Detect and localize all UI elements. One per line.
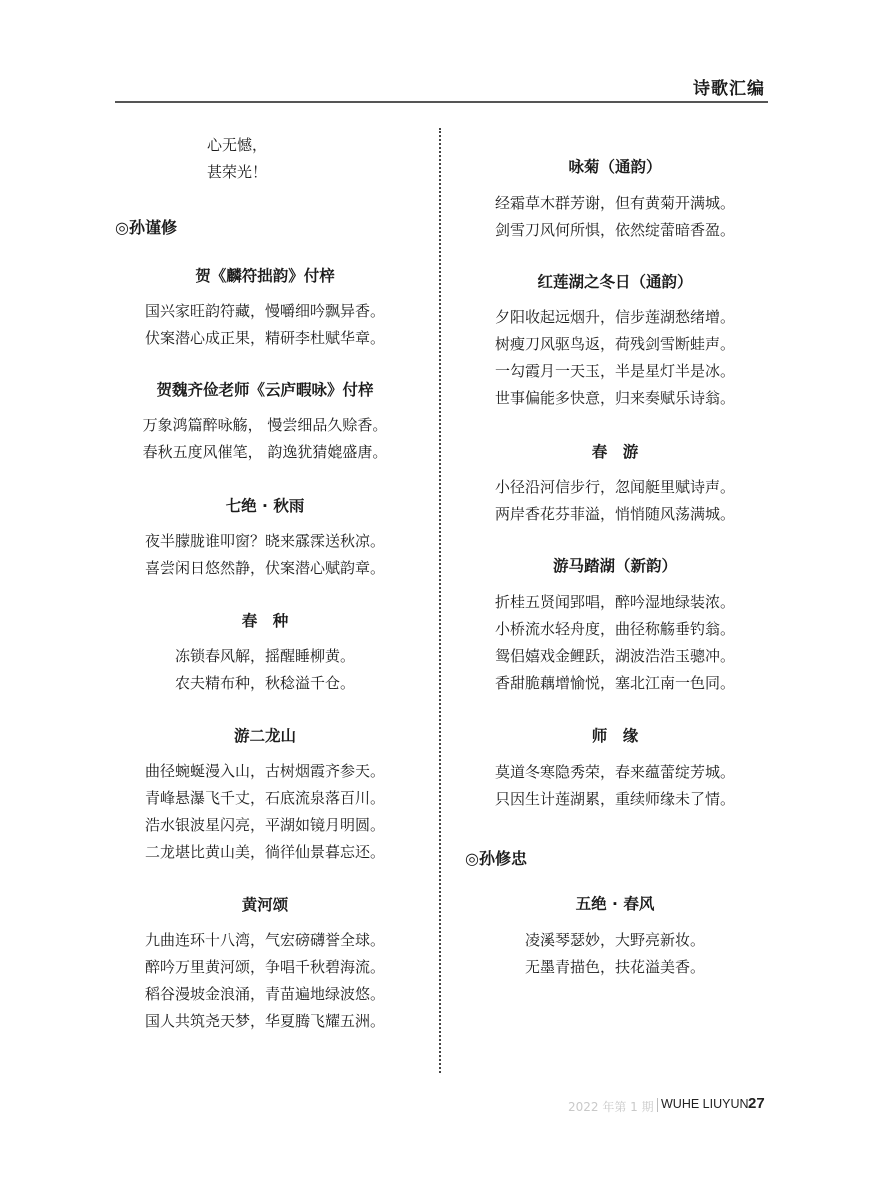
poem-line: 春秋五度风催笔， 韵逸犹猜媲盛唐。 bbox=[142, 443, 388, 461]
page-number: 27 bbox=[748, 1095, 765, 1112]
poem-body bbox=[115, 528, 415, 582]
poem-line: 剑雪刀风何所惧，依然绽蕾暗香盈。 bbox=[494, 221, 735, 239]
poem-body bbox=[465, 589, 765, 697]
poem-line: 夜半朦胧谁叩窗？晓来霡霂送秋凉。 bbox=[144, 532, 385, 550]
poem-title: 七绝 · 秋雨 bbox=[225, 497, 305, 515]
poem-line: 曲径蜿蜒漫入山，古树烟霞齐参天。 bbox=[144, 762, 385, 780]
poem-title: 黄河颂 bbox=[241, 896, 289, 914]
poem-line: 小桥流水轻舟度，曲径称觞垂钓翁。 bbox=[494, 620, 735, 638]
poem-title: 五绝 · 春风 bbox=[575, 895, 655, 913]
poem-line: 无墨青描色，扶花溢美香。 bbox=[524, 958, 705, 976]
poem-title: 贺魏齐俭老师《云庐暇咏》付梓 bbox=[156, 381, 374, 399]
poem-line: 冻锁春风解，摇醒睡柳黄。 bbox=[174, 647, 355, 665]
poem-body bbox=[115, 643, 415, 697]
continued-line: 甚荣光！ bbox=[207, 163, 268, 181]
poem-body bbox=[115, 412, 415, 466]
poem-line: 世事偏能多快意，归来奏赋乐诗翁。 bbox=[494, 389, 735, 407]
footer-separator bbox=[657, 1098, 658, 1112]
poem-line: 浩水银波星闪亮，平湖如镜月明圆。 bbox=[144, 816, 385, 834]
poem-line: 一勾霞月一天玉，半是星灯半是冰。 bbox=[494, 362, 735, 380]
poem-body bbox=[115, 927, 415, 1035]
poem-title: 贺《麟符拙韵》付梓 bbox=[195, 267, 335, 285]
poem-body bbox=[465, 927, 765, 981]
poem-title: 游二龙山 bbox=[233, 727, 296, 745]
poem-line: 醉吟万里黄河颂，争唱千秋碧海流。 bbox=[144, 958, 385, 976]
poem-line: 凌溪琴瑟妙，大野亮新妆。 bbox=[524, 931, 705, 949]
poem-line: 小径沿河信步行，忽闻艇里赋诗声。 bbox=[494, 478, 735, 496]
poem-line: 只因生计莲湖累，重续师缘未了情。 bbox=[494, 790, 735, 808]
issue-label: 2022 年第 1 期 bbox=[568, 1100, 654, 1114]
continued-line: 心无憾， bbox=[207, 136, 268, 154]
poem-body bbox=[115, 758, 415, 866]
poem-line: 九曲连环十八湾，气宏磅礴誉全球。 bbox=[144, 931, 385, 949]
poem-title: 春 游 bbox=[591, 443, 639, 461]
poem-line: 树瘦刀风驱鸟返，荷残剑雪断蛙声。 bbox=[494, 335, 735, 353]
poem-title: 师 缘 bbox=[591, 727, 639, 745]
author-name: ◎孙谨修 bbox=[115, 218, 177, 237]
column-divider bbox=[439, 128, 441, 1073]
poem-title: 咏菊（通韵） bbox=[568, 158, 662, 176]
poem-body bbox=[465, 304, 765, 412]
poem-title: 春 种 bbox=[241, 612, 289, 630]
author-name: ◎孙修忠 bbox=[465, 849, 527, 868]
poem-line: 稻谷漫坡金浪涌，青苗遍地绿波悠。 bbox=[144, 985, 385, 1003]
poem-line: 青峰悬瀑飞千丈，石底流泉落百川。 bbox=[144, 789, 385, 807]
header-rule bbox=[115, 101, 768, 103]
poem-title: 红莲湖之冬日（通韵） bbox=[537, 273, 693, 291]
section-title: 诗歌汇编 bbox=[693, 79, 765, 99]
poem-line: 两岸香花芬菲溢，悄悄随风荡满城。 bbox=[494, 505, 735, 523]
poem-line: 伏案潜心成正果，精研李杜赋华章。 bbox=[144, 329, 385, 347]
poem-line: 夕阳收起远烟升，信步莲湖愁绪增。 bbox=[494, 308, 735, 326]
poem-line: 二龙堪比黄山美，徜徉仙景暮忘还。 bbox=[144, 843, 385, 861]
poem-line: 折桂五贤闻郢唱，醉吟湿地绿装浓。 bbox=[494, 593, 735, 611]
poem-line: 莫道冬寒隐秀荣，春来蕴蕾绽芳城。 bbox=[494, 763, 735, 781]
poem-line: 农夫精布种，秋稔溢千仓。 bbox=[174, 674, 355, 692]
poem-body bbox=[115, 298, 415, 352]
poem-line: 国兴家旺韵符藏，慢嚼细吟飘异香。 bbox=[144, 302, 385, 320]
poem-title: 游马踏湖（新韵） bbox=[552, 557, 677, 575]
poem-line: 国人共筑尧天梦，华夏腾飞耀五洲。 bbox=[144, 1012, 385, 1030]
poem-line: 经霜草木群芳谢，但有黄菊开满城。 bbox=[494, 194, 735, 212]
poem-body bbox=[465, 190, 765, 244]
poem-line: 香甜脆藕增愉悦，塞北江南一色同。 bbox=[494, 674, 735, 692]
poem-line: 喜尝闲日悠然静，伏案潜心赋韵章。 bbox=[144, 559, 385, 577]
poem-line: 鸳侣嬉戏金鲤跃，湖波浩浩玉骢冲。 bbox=[494, 647, 735, 665]
poem-body bbox=[465, 474, 765, 528]
poem-body bbox=[465, 759, 765, 813]
poem-line: 万象鸿篇醉咏觞， 慢尝细品久赊香。 bbox=[142, 416, 388, 434]
magazine-name: WUHE LIUYUN bbox=[661, 1097, 749, 1111]
